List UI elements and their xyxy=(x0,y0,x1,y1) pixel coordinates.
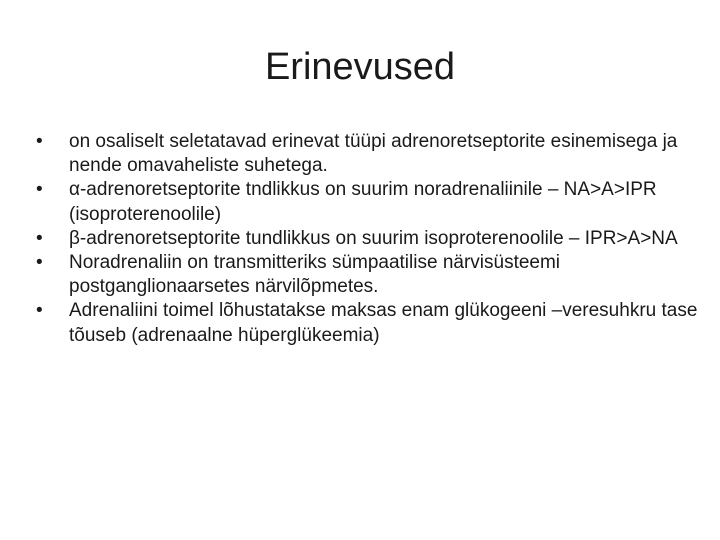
bullet-icon: • xyxy=(36,131,43,152)
bullet-item xyxy=(36,299,698,347)
bullet-text: α-adrenoretseptorite tndlikkus on suurim noradrenaliinile – NA>A>IPR (isoproterenoolile) xyxy=(69,179,657,225)
bullet-icon: • xyxy=(36,300,43,322)
bullet-text: Adrenaliini toimel lõhustatakse maksas enam glükogeeni –veresuhkru tase tõuseb (adrenaalne hüperglükeemia) xyxy=(69,300,698,346)
bullet-text: on osaliselt seletatavad erinevat tüüpi adrenoretseptorite esinemisega ja nende omavaheliste suhetega. xyxy=(69,131,678,177)
bullet-icon: • xyxy=(36,179,43,201)
bullet-item xyxy=(36,251,698,299)
bullet-icon: • xyxy=(36,227,43,249)
bullet-text: β-adrenoretseptorite tundlikkus on suurim isoproterenoolile – IPR>A>NA xyxy=(69,227,678,249)
bullet-list xyxy=(36,130,698,348)
bullet-text: Noradrenaliin on transmitteriks sümpaatilise närvisüsteemi postganglionaarsetes närvilõpmetes. xyxy=(69,252,561,298)
bullet-item xyxy=(36,130,698,178)
bullet-item xyxy=(36,178,698,226)
bullet-icon: • xyxy=(36,252,43,274)
slide-title: Erinevused xyxy=(264,46,456,88)
bullet-item xyxy=(36,227,698,251)
